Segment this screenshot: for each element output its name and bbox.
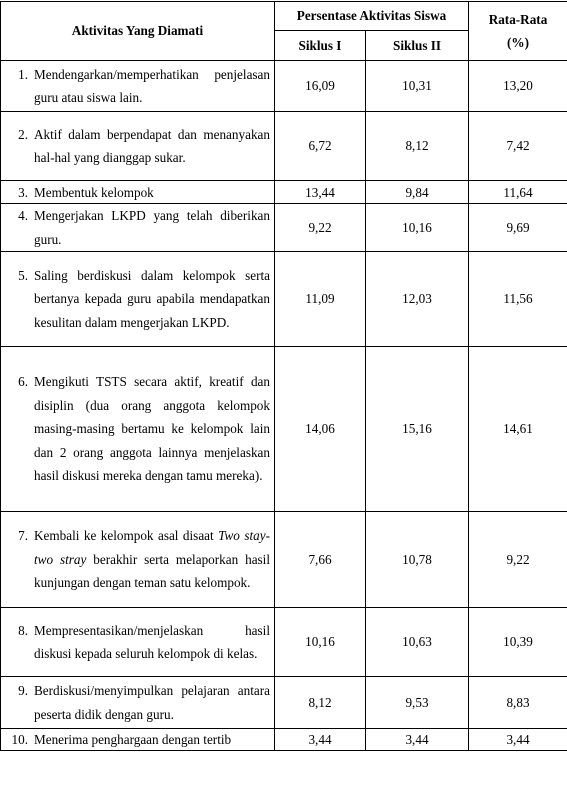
activity-text-start: Kembali ke kelompok asal disaat xyxy=(34,528,219,544)
row-number: 7. xyxy=(18,528,28,544)
activity-cell xyxy=(1,181,275,204)
table-row xyxy=(1,729,567,751)
cycle-1-value: 7,66 xyxy=(275,512,366,608)
student-activity-table xyxy=(0,1,567,751)
header-cycle-2: Siklus II xyxy=(366,31,469,61)
cycle-1-value: 11,09 xyxy=(275,252,366,347)
activity-cell xyxy=(1,252,275,347)
table-row xyxy=(1,512,567,608)
cycle-1-value: 9,22 xyxy=(275,204,366,252)
header-cycle-1: Siklus I xyxy=(275,31,366,61)
row-number: 10. xyxy=(11,732,28,747)
cycle-2-value: 9,84 xyxy=(366,181,469,204)
activity-text: Aktif dalam berpendapat dan menanyakan hal-hal yang dianggap sukar. xyxy=(34,126,270,165)
cycle-2-value: 15,16 xyxy=(366,347,469,512)
cycle-1-value: 3,44 xyxy=(275,729,366,751)
row-number: 6. xyxy=(18,374,28,390)
cycle-2-value: 3,44 xyxy=(366,729,469,751)
average-value: 11,56 xyxy=(469,252,567,347)
activity-cell xyxy=(1,677,275,729)
row-number: 8. xyxy=(18,622,28,638)
activity-text-end: berakhir serta melaporkan hasil kunjungan dengan teman satu kelompok. xyxy=(34,551,271,591)
activity-text: Mengikuti TSTS secara aktif, kreatif dan disiplin (dua orang anggota kelompok masing-masing bertamu ke kelompok lain dan 2 orang anggota lainnya menjelaskan hasil diskusi mereka dengan tamu mereka). xyxy=(34,374,270,484)
cycle-2-value: 8,12 xyxy=(366,112,469,181)
average-value: 7,42 xyxy=(469,112,567,181)
table-row xyxy=(1,608,567,677)
table-row xyxy=(1,61,567,112)
header-row xyxy=(1,2,567,31)
activity-text: Menerima penghargaan dengan tertib xyxy=(34,732,232,747)
row-number: 2. xyxy=(18,126,28,142)
activity-text: Mendengarkan/memperhatikan penjelasan guru atau siswa lain. xyxy=(34,66,270,105)
cycle-2-value: 10,63 xyxy=(366,608,469,677)
table-row xyxy=(1,112,567,181)
activity-text: Membentuk kelompok xyxy=(34,184,154,200)
activity-text: Saling berdiskusi dalam kelompok serta bertanya kepada guru apabila mendapatkan kesulitan dalam mengerjakan LKPD. xyxy=(34,267,270,330)
average-value: 8,83 xyxy=(469,677,567,729)
row-number: 4. xyxy=(18,208,28,223)
activity-cell xyxy=(1,608,275,677)
activity-cell xyxy=(1,61,275,112)
cycle-1-value: 13,44 xyxy=(275,181,366,204)
cycle-2-value: 9,53 xyxy=(366,677,469,729)
average-value: 10,39 xyxy=(469,608,567,677)
row-number: 3. xyxy=(18,184,28,200)
cycle-2-value: 10,31 xyxy=(366,61,469,112)
header-average-unit: (%) xyxy=(507,35,529,50)
cycle-2-value: 10,78 xyxy=(366,512,469,608)
table-row xyxy=(1,181,567,204)
header-activity: Aktivitas Yang Diamati xyxy=(1,2,275,61)
activity-text: Mempresentasikan/menjelaskan hasil diskusi kepada seluruh kelompok di kelas. xyxy=(34,622,270,661)
average-value: 9,69 xyxy=(469,204,567,252)
activity-cell xyxy=(1,204,275,252)
activity-cell xyxy=(1,112,275,181)
row-number: 9. xyxy=(18,683,28,698)
activity-text: Berdiskusi/menyimpulkan pelajaran antara peserta didik dengan guru. xyxy=(34,683,270,722)
header-average xyxy=(469,2,567,61)
average-value: 13,20 xyxy=(469,61,567,112)
activity-cell xyxy=(1,347,275,512)
cycle-1-value: 10,16 xyxy=(275,608,366,677)
header-percentage: Persentase Aktivitas Siswa xyxy=(275,2,469,31)
row-number: 1. xyxy=(18,66,28,82)
average-value: 14,61 xyxy=(469,347,567,512)
cycle-2-value: 12,03 xyxy=(366,252,469,347)
activity-text-italic: Two stay-two stray xyxy=(34,528,270,567)
activity-text: Mengerjakan LKPD yang telah diberikan guru. xyxy=(34,208,270,247)
table-row xyxy=(1,677,567,729)
average-value: 11,64 xyxy=(469,181,567,204)
average-value: 9,22 xyxy=(469,512,567,608)
cycle-2-value: 10,16 xyxy=(366,204,469,252)
activity-cell xyxy=(1,512,275,608)
cycle-1-value: 8,12 xyxy=(275,677,366,729)
cycle-1-value: 6,72 xyxy=(275,112,366,181)
header-average-label: Rata-Rata xyxy=(488,11,548,27)
table-row xyxy=(1,204,567,252)
average-value: 3,44 xyxy=(469,729,567,751)
row-number: 5. xyxy=(18,267,28,283)
table-row xyxy=(1,252,567,347)
table-row xyxy=(1,347,567,512)
activity-text xyxy=(34,524,270,595)
activity-cell xyxy=(1,729,275,751)
cycle-1-value: 14,06 xyxy=(275,347,366,512)
cycle-1-value: 16,09 xyxy=(275,61,366,112)
